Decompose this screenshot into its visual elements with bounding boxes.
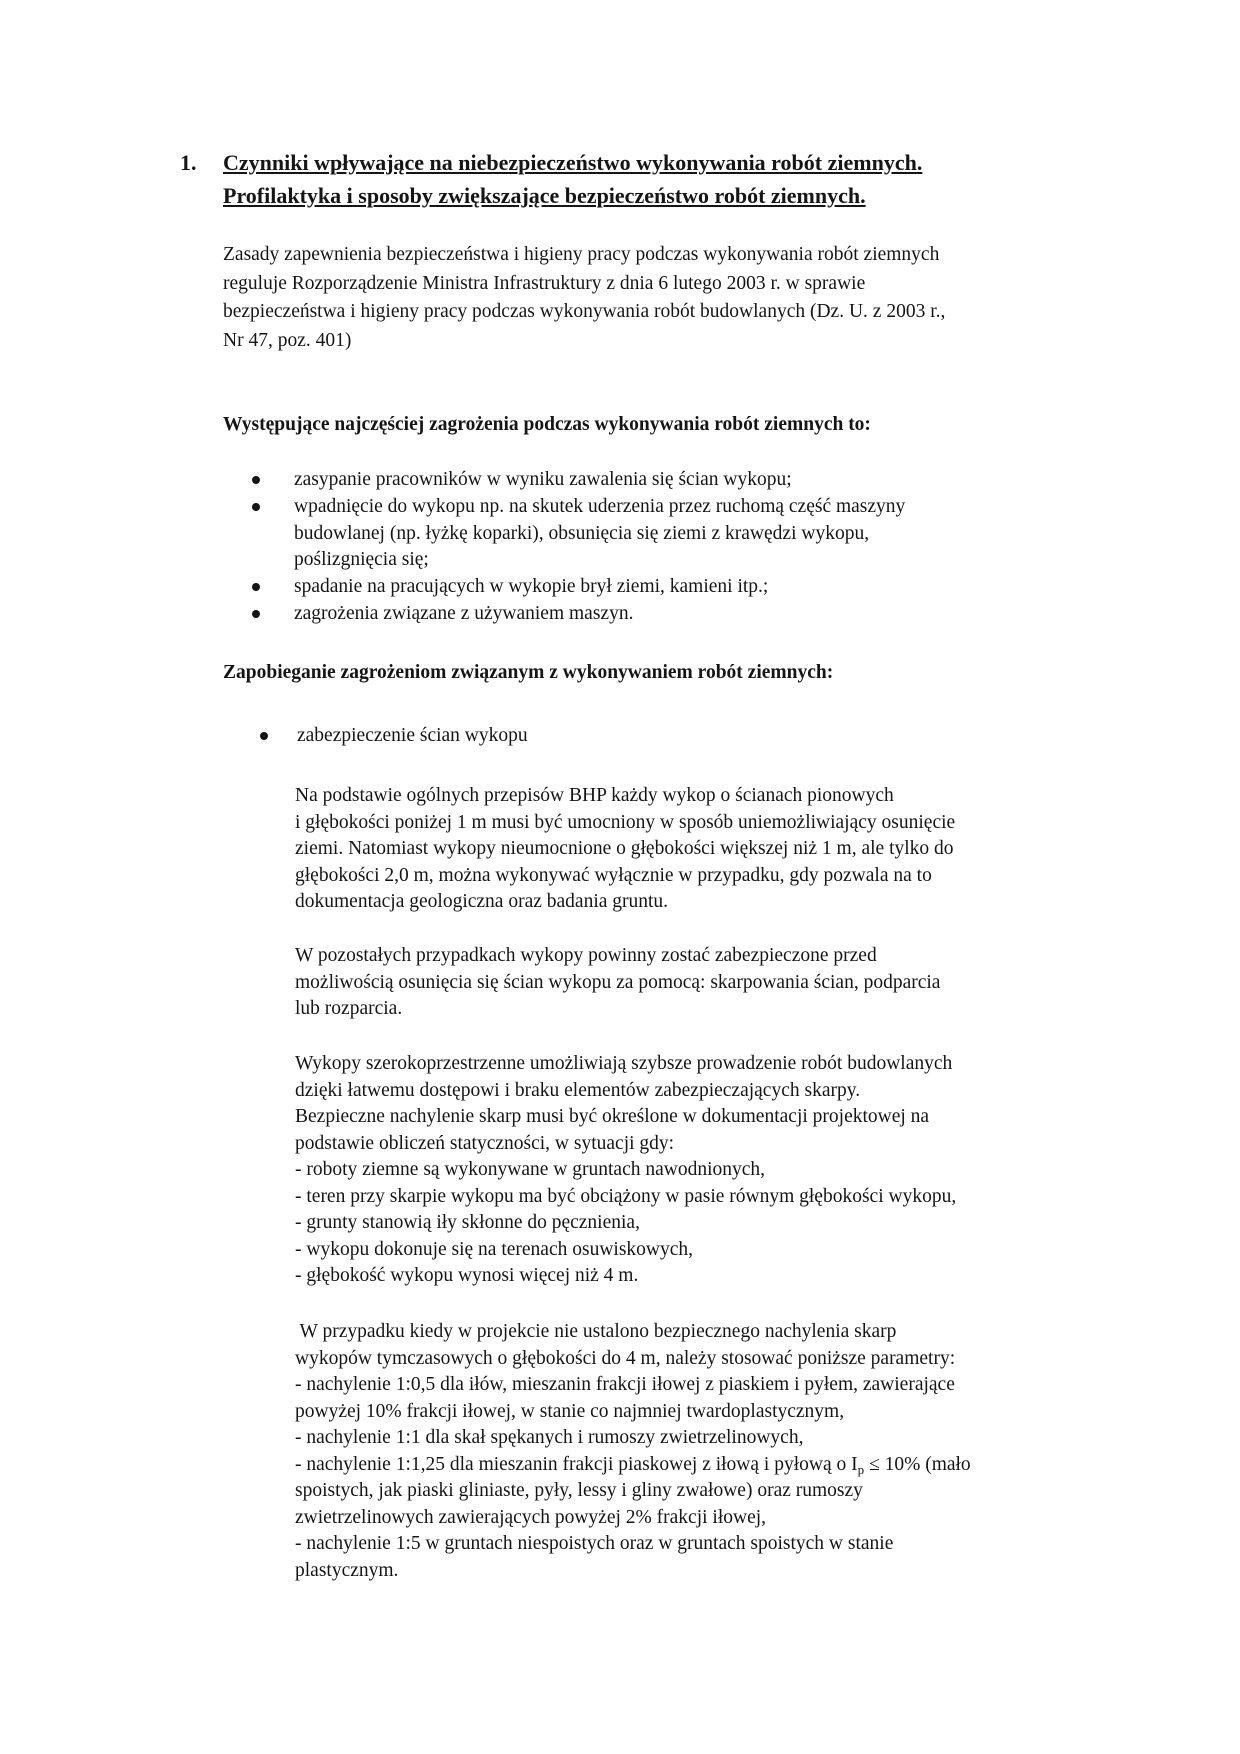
- paragraph-line: spoistych, jak piaski gliniaste, pyły, lessy i gliny zwałowe) oraz rumoszy: [295, 1480, 863, 1501]
- paragraph-line: Wykopy szerokoprzestrzenne umożliwiają szybsze prowadzenie robót budowlanych: [295, 1053, 953, 1074]
- paragraph-line: głębokości 2,0 m, można wykonywać wyłącznie w przypadku, gdy pozwala na to: [295, 864, 932, 886]
- paragraph-line: - głębokość wykopu wynosi więcej niż 4 m.: [295, 1265, 639, 1286]
- list-item-text: zagrożenia związane z używaniem maszyn.: [294, 603, 634, 624]
- prevention-paragraph-2: [295, 943, 940, 1023]
- prevention-paragraph-4: [295, 1319, 971, 1584]
- paragraph-line: i głębokości poniżej 1 m musi być umocniony w sposób uniemożliwiający osunięcie: [295, 811, 956, 833]
- paragraph-line: - nachylenie 1:0,5 dla iłów, mieszanin frakcji iłowej z piaskiem i pyłem, zawierające: [295, 1374, 955, 1395]
- paragraph-line: W pozostałych przypadkach wykopy powinny zostać zabezpieczone przed: [295, 945, 877, 966]
- paragraph-line: Na podstawie ogólnych przepisów BHP każdy wykop o ścianach pionowych: [295, 785, 894, 806]
- bullet-icon: [252, 476, 260, 484]
- paragraph-line: - roboty ziemne są wykonywane w gruntach nawodnionych,: [295, 1159, 766, 1180]
- paragraph-line: dzięki łatwemu dostępowi i braku elementów zabezpieczających skarpy.: [295, 1079, 861, 1101]
- prevention-paragraph-3: [295, 1051, 956, 1290]
- paragraph-line: możliwością osunięcia się ścian wykopu za pomocą: skarpowania ścian, podparcia: [295, 971, 941, 993]
- list-item-text: zabezpieczenie ścian wykopu: [297, 725, 528, 746]
- intro-paragraph: [223, 241, 945, 355]
- intro-line: reguluje Rozporządzenie Ministra Infrastruktury z dnia 6 lutego 2003 r. w sprawie: [223, 272, 866, 294]
- intro-line: Nr 47, poz. 401): [223, 329, 352, 351]
- list-item-text: zasypanie pracowników w wyniku zawalenia się ścian wykopu;: [294, 469, 792, 490]
- paragraph-line: W przypadku kiedy w projekcie nie ustalono bezpiecznego nachylenia skarp: [295, 1321, 897, 1342]
- paragraph-line: - nachylenie 1:5 w gruntach niespoistych oraz w gruntach spoistych w stanie: [295, 1533, 894, 1554]
- section-title-line-1: Czynniki wpływające na niebezpieczeństwo wykonywania robót ziemnych.: [223, 150, 923, 175]
- list-item-text: budowlanej (np. łyżkę koparki), obsunięcia się ziemi z krawędzi wykopu,: [294, 522, 870, 544]
- line-segment: ≤ 10% (mało: [864, 1453, 971, 1475]
- paragraph-line: plastycznym.: [295, 1559, 399, 1581]
- intro-line: bezpieczeństwa i higieny pracy podczas wykonywania robót budowlanych (Dz. U. z 2003 r.,: [223, 301, 946, 322]
- bullet-icon: [260, 732, 268, 740]
- paragraph-line: - nachylenie 1:1 dla skał spękanych i rumoszy zwietrzelinowych,: [295, 1427, 804, 1448]
- line-segment: - nachylenie 1:1,25 dla mieszanin frakcji piaskowej z iłową i pyłową o I: [295, 1453, 858, 1475]
- prevention-heading: Zapobieganie zagrożeniom związanym z wykonywaniem robót ziemnych:: [223, 662, 834, 683]
- section-title-line-2: Profilaktyka i sposoby zwiększające bezpieczeństwo robót ziemnych.: [223, 183, 866, 208]
- list-item-text: wpadnięcie do wykopu np. na skutek uderzenia przez ruchomą część maszyny: [294, 496, 906, 517]
- bullet-icon: [252, 583, 260, 591]
- paragraph-line: zwietrzelinowych zawierających powyżej 2% frakcji iłowej,: [295, 1506, 767, 1528]
- paragraph-line: - wykopu dokonuje się na terenach osuwiskowych,: [295, 1238, 694, 1260]
- paragraph-line: podstawie obliczeń statyczności, w sytuacji gdy:: [295, 1132, 675, 1154]
- bullet-icon: [252, 610, 260, 618]
- paragraph-line: - teren przy skarpie wykopu ma być obciążony w pasie równym głębokości wykopu,: [295, 1185, 957, 1207]
- paragraph-line: Bezpieczne nachylenie skarp musi być określone w dokumentacji projektowej na: [295, 1106, 930, 1127]
- paragraph-line: wykopów tymczasowych o głębokości do 4 m, należy stosować poniższe parametry:: [295, 1347, 956, 1369]
- paragraph-line: dokumentacja geologiczna oraz badania gruntu.: [295, 891, 669, 912]
- prevention-paragraph-1: [295, 783, 955, 916]
- bullet-icon: [252, 503, 260, 511]
- list-item-text: poślizgnięcia się;: [294, 549, 429, 570]
- section-number: 1.: [180, 150, 197, 175]
- paragraph-line: lub rozparcia.: [295, 998, 403, 1019]
- list-item-text: spadanie na pracujących w wykopie brył ziemi, kamieni itp.;: [294, 576, 769, 597]
- paragraph-line: ziemi. Natomiast wykopy nieumocnione o głębokości większej niż 1 m, ale tylko do: [295, 838, 954, 859]
- hazards-heading: Występujące najczęściej zagrożenia podczas wykonywania robót ziemnych to:: [223, 414, 871, 435]
- paragraph-line: [295, 1452, 971, 1479]
- subscript: p: [857, 1461, 865, 1477]
- paragraph-line: powyżej 10% frakcji iłowej, w stanie co najmniej twardoplastycznym,: [295, 1400, 845, 1422]
- paragraph-line: - grunty stanowią iły skłonne do pęcznienia,: [295, 1212, 640, 1233]
- intro-line: Zasady zapewnienia bezpieczeństwa i higieny pracy podczas wykonywania robót ziemnych: [223, 244, 940, 265]
